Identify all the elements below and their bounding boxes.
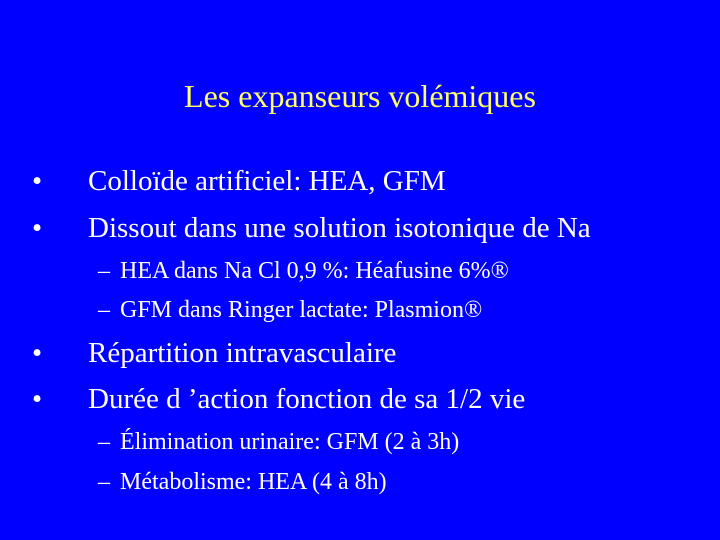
bullet-text: Dissout dans une solution isotonique de Na <box>88 212 591 244</box>
dash-marker: – <box>98 429 110 455</box>
bullet-marker: • <box>32 383 43 415</box>
sub-bullet-item <box>98 427 459 457</box>
dash-marker: – <box>98 469 110 495</box>
slide-title: Les expanseurs volémiques <box>184 78 536 114</box>
sub-bullet-item <box>98 256 509 286</box>
bullet-text: Durée d ’action fonction de sa 1/2 vie <box>88 383 526 415</box>
bullet-item <box>30 382 525 416</box>
bullet-marker: • <box>32 337 43 369</box>
sub-bullet-text: GFM dans Ringer lactate: Plasmion® <box>120 297 483 323</box>
dash-marker: – <box>98 258 110 284</box>
bullet-marker: • <box>32 212 43 244</box>
bullet-item <box>30 164 446 198</box>
sub-bullet-text: Métabolisme: HEA (4 à 8h) <box>120 469 387 495</box>
sub-bullet-text: Élimination urinaire: GFM (2 à 3h) <box>120 429 460 455</box>
bullet-item <box>30 336 396 370</box>
sub-bullet-item <box>98 295 482 325</box>
bullet-text: Répartition intravasculaire <box>88 337 397 369</box>
sub-bullet-item <box>98 467 387 497</box>
bullet-item <box>30 211 591 245</box>
sub-bullet-text: HEA dans Na Cl 0,9 %: Héafusine 6%® <box>120 258 509 284</box>
bullet-marker: • <box>32 165 43 197</box>
dash-marker: – <box>98 297 110 323</box>
bullet-text: Colloïde artificiel: HEA, GFM <box>88 165 446 197</box>
